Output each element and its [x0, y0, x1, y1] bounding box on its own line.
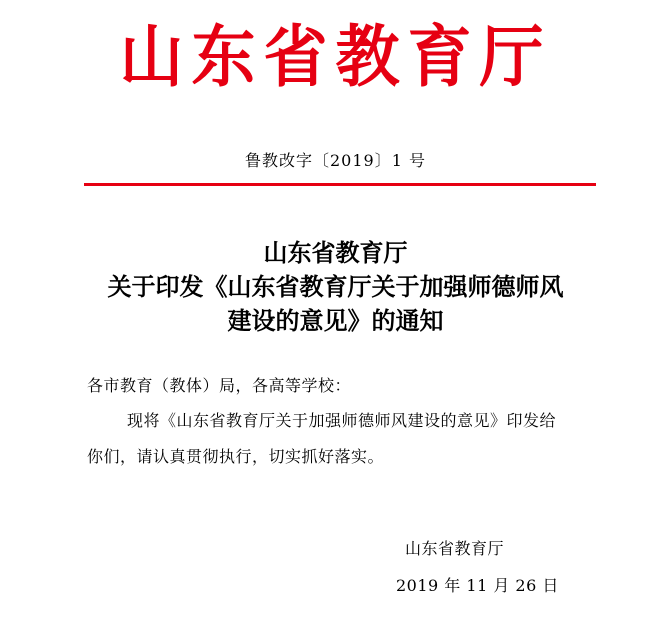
notice-title-line: 山东省教育厅: [263, 238, 408, 267]
notice-title: [0, 236, 671, 338]
body-text-line: 现将《山东省教育厅关于加强师德师风建设的意见》印发给: [127, 411, 557, 430]
notice-title-line: 关于印发《山东省教育厅关于加强师德师风: [107, 272, 564, 301]
masthead-title: 山东省教育厅: [119, 18, 552, 97]
salutation: 各市教育（教体）局，各高等学校：: [87, 376, 352, 395]
body-text-line: 你们，请认真贯彻执行，切实抓好落实。: [87, 447, 385, 466]
notice-title-line: 建设的意见》的通知: [227, 306, 444, 335]
document-number: 鲁教改字〔2019〕1 号: [245, 151, 426, 170]
signature-date: 2019 年 11 月 26 日: [396, 576, 559, 595]
red-divider-line: [84, 183, 596, 186]
signature-organization: 山东省教育厅: [405, 539, 505, 558]
